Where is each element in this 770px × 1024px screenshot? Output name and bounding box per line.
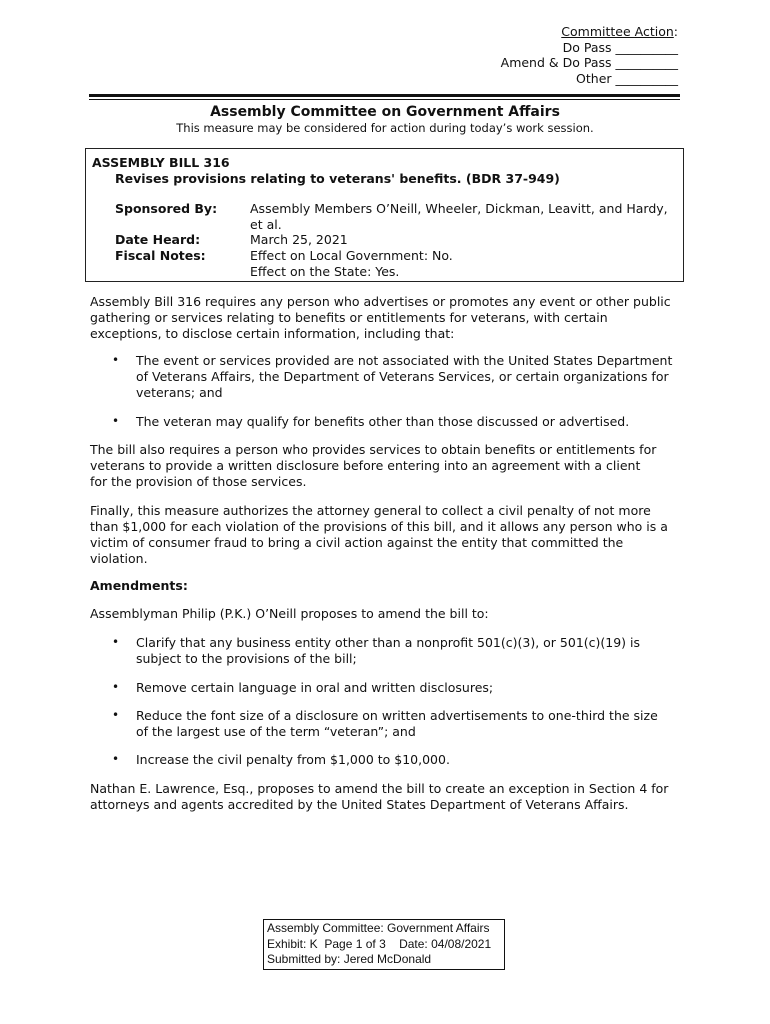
committee-action-block [501, 24, 678, 86]
list-item: Increase the civil penalty from $1,000 to $10,000. [136, 752, 450, 767]
exhibit-page-date: Exhibit: K Page 1 of 3 Date: 04/08/2021 [267, 936, 492, 951]
paragraph-amend-intro: Assemblyman Philip (P.K.) O’Neill proposes to amend the bill to: [90, 606, 489, 621]
sponsored-by-label: Sponsored By: [115, 201, 218, 216]
exhibit-stamp [263, 919, 505, 970]
list-item: Remove certain language in oral and written disclosures; [136, 680, 494, 695]
list-item: The veteran may qualify for benefits other than those discussed or advertised. [136, 414, 630, 429]
paragraph-exception: Nathan E. Lawrence, Esq., proposes to amend the bill to create an exception in Section 4 for attorneys and agents accredited by the United States Department of Veterans Affairs. [90, 781, 669, 812]
sponsored-by-value: Assembly Members O’Neill, Wheeler, Dickman, Leavitt, and Hardy, et al. [250, 201, 668, 232]
do-pass-option: Do Pass __________ [562, 39, 678, 55]
amend-do-pass-option: Amend & Do Pass __________ [500, 55, 678, 70]
page-title: Assembly Committee on Government Affairs [210, 104, 560, 120]
header-rule-thin [89, 99, 680, 100]
bullet-icon: • [112, 708, 120, 722]
list-item: Clarify that any business entity other than a nonprofit 501(c)(3), or 501(c)(19) is subject to the provisions of the bill; [136, 635, 641, 666]
committee-action-colon: : [673, 24, 678, 39]
exhibit-committee: Assembly Committee: Government Affairs [267, 921, 490, 935]
date-heard-value: March 25, 2021 [250, 232, 348, 247]
fiscal-notes-value: Effect on Local Government: No. Effect on the State: Yes. [250, 248, 453, 279]
paragraph-disclosure: The bill also requires a person who provides services to obtain benefits or entitlements for veterans to provide a written disclosure before entering into an agreement with a client for the provision of those services. [90, 442, 657, 489]
list-item: The event or services provided are not associated with the United States Department of Veterans Affairs, the Department of Veterans Services, or certain organizations for veterans; and [136, 353, 673, 400]
date-heard-label: Date Heard: [115, 232, 201, 247]
bullet-icon: • [112, 414, 120, 428]
list-item: Reduce the font size of a disclosure on written advertisements to one-third the size of the largest use of the term “veteran”; and [136, 708, 658, 739]
exhibit-submitted-by: Submitted by: Jered McDonald [267, 952, 432, 966]
committee-action-heading: Committee Action [561, 24, 674, 39]
bullet-icon: • [112, 353, 120, 367]
other-option: Other __________ [576, 70, 678, 86]
fiscal-notes-label: Fiscal Notes: [115, 248, 206, 263]
paragraph-intro: Assembly Bill 316 requires any person who advertises or promotes any event or other public gathering or services relating to benefits or entitlements for veterans, with certain exceptions, to disclose certain information, including that: [90, 294, 671, 341]
amendments-heading: Amendments: [90, 578, 188, 593]
bill-description: Revises provisions relating to veterans' benefits. (BDR 37-949) [115, 171, 560, 186]
bullet-icon: • [112, 680, 120, 694]
page-subtitle: This measure may be considered for action during today’s work session. [176, 121, 594, 135]
paragraph-penalty: Finally, this measure authorizes the attorney general to collect a civil penalty of not more than $1,000 for each violation of the provisions of this bill, and it allows any person who is a victim of consumer fraud to bring a civil action against the entity that committed the violation. [90, 503, 668, 566]
bill-number: ASSEMBLY BILL 316 [92, 155, 230, 170]
header-rule-thick [89, 94, 680, 97]
bullet-icon: • [112, 635, 120, 649]
bullet-icon: • [112, 752, 120, 766]
